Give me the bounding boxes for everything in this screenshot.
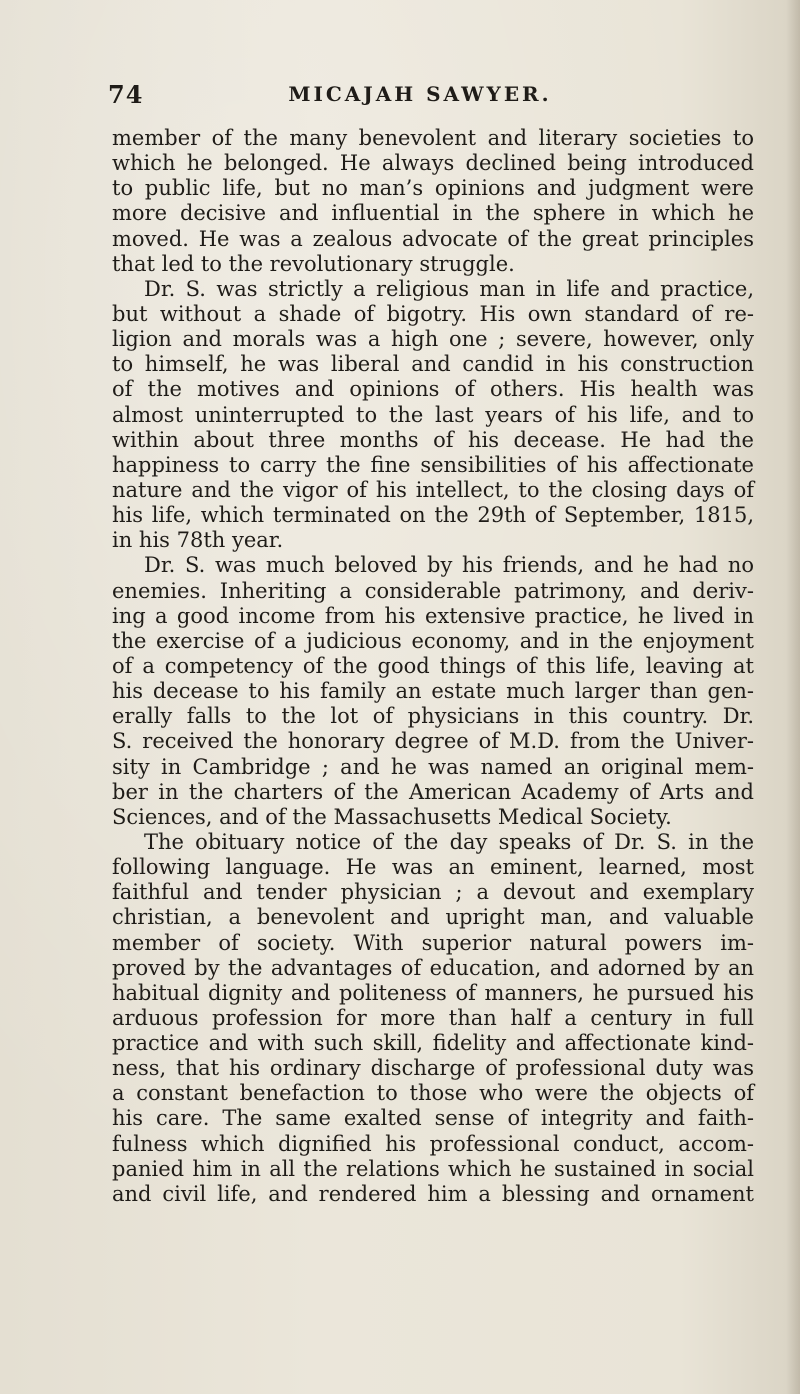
text-line: to himself, he was liberal and candid in his construction [112, 352, 754, 377]
text-line: more decisive and influential in the sphere in which he [112, 201, 754, 226]
text-line: Sciences, and of the Massachusetts Medical Society. [112, 804, 672, 829]
text-line: and civil life, and rendered him a blessing and ornament [112, 1181, 754, 1206]
text-line: Dr. S. was much beloved by his friends, and he had no [144, 553, 754, 578]
body-text [112, 126, 754, 1207]
text-line: that led to the revolutionary struggle. [112, 251, 515, 276]
text-line: member of society. With superior natural powers im- [112, 930, 754, 955]
text-line: Dr. S. was strictly a religious man in life and practice, [144, 276, 754, 301]
text-line: proved by the advantages of education, and adorned by an [112, 955, 754, 980]
text-line: enemies. Inheriting a considerable patrimony, and deriv- [112, 578, 754, 603]
text-line: ligion and morals was a high one ; severe, however, only [112, 327, 754, 352]
text-line: sity in Cambridge ; and he was named an original mem- [112, 754, 754, 779]
text-line: his care. The same exalted sense of integrity and faith- [112, 1106, 754, 1131]
text-line: the exercise of a judicious economy, and in the enjoyment [112, 628, 754, 653]
text-line: faithful and tender physician ; a devout and exemplary [112, 880, 754, 905]
text-line: ber in the charters of the American Academy of Arts and [112, 779, 754, 804]
text-line: The obituary notice of the day speaks of Dr. S. in the [144, 829, 754, 854]
text-line: moved. He was a zealous advocate of the great principles [112, 226, 754, 251]
text-line: member of the many benevolent and literary societies to [112, 126, 754, 150]
text-line: in his 78th year. [112, 528, 284, 553]
text-line: within about three months of his decease. He had the [112, 427, 754, 452]
text-line: his decease to his family an estate much larger than gen- [112, 679, 754, 704]
text-line: his life, which terminated on the 29th of September, 1815, [112, 503, 754, 528]
page-header [0, 80, 800, 110]
text-line: ness, that his ordinary discharge of professional duty was [112, 1056, 754, 1081]
text-line: habitual dignity and politeness of manners, he pursued his [112, 980, 754, 1005]
text-line: panied him in all the relations which he sustained in social [112, 1156, 754, 1181]
text-line: of a competency of the good things of this life, leaving at [112, 653, 754, 678]
text-line: a constant benefaction to those who were the objects of [112, 1081, 754, 1106]
text-line: S. received the honorary degree of M.D. from the Univer- [112, 729, 754, 754]
text-line: erally falls to the lot of physicians in this country. Dr. [112, 704, 754, 729]
text-line: which he belonged. He always declined being introduced [112, 151, 754, 176]
text-line: christian, a benevolent and upright man, and valuable [112, 905, 754, 930]
text-line: almost uninterrupted to the last years of his life, and to [112, 402, 754, 427]
text-line: to public life, but no man’s opinions and judgment were [112, 176, 754, 201]
text-line: fulness which dignified his professional conduct, accom- [112, 1131, 754, 1156]
running-title: MICAJAH SAWYER. [288, 82, 552, 106]
text-line: nature and the vigor of his intellect, to the closing days of [112, 477, 754, 502]
text-line: happiness to carry the fine sensibilities of his affectionate [112, 452, 754, 477]
text-line: practice and with such skill, fidelity and affectionate kind- [112, 1031, 754, 1056]
page-edge-shadow [786, 0, 800, 1394]
text-line: following language. He was an eminent, learned, most [112, 855, 754, 880]
page-number: 74 [108, 80, 144, 109]
text-line: ing a good income from his extensive practice, he lived in [112, 603, 754, 628]
text-line: but without a shade of bigotry. His own standard of re- [112, 301, 754, 326]
text-line: arduous profession for more than half a century in full [112, 1005, 754, 1030]
text-line: of the motives and opinions of others. His health was [112, 377, 754, 402]
